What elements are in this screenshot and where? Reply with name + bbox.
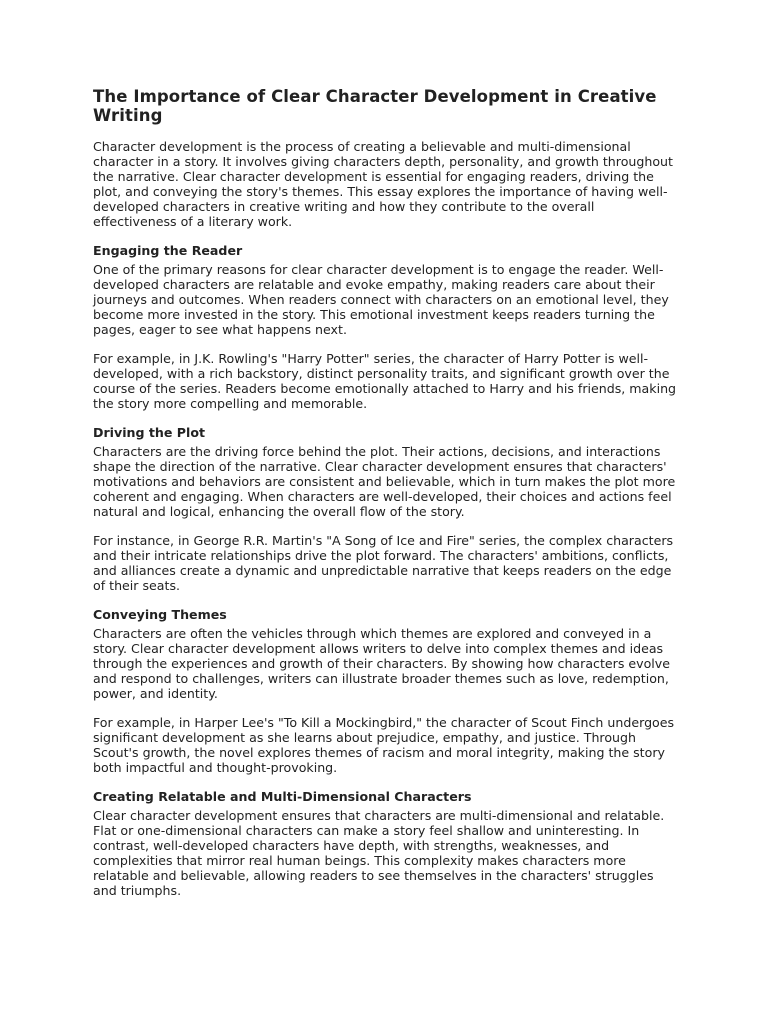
section-heading: Creating Relatable and Multi-Dimensional Characters [93,789,472,804]
intro-paragraph: Character development is the process of creating a believable and multi-dimensional character in a story. It involves giving characters depth, personality, and growth throughout the narrative. Clear character development is essential for engaging readers, driving the plot, and conveying the story's themes. This essay explores the importance of having well-developed characters in creative writing and how they contribute to the overall effectiveness of a literary work. [93,139,673,229]
document-page [93,87,678,912]
section-paragraph: Characters are the driving force behind the plot. Their actions, decisions, and interactions shape the direction of the narrative. Clear character development ensures that characters' motivations and behaviors are consistent and believable, which in turn makes the plot more coherent and engaging. When characters are well-developed, their choices and actions feel natural and logical, enhancing the overall flow of the story. [93,444,676,519]
section-heading: Conveying Themes [93,607,227,622]
section-engaging-the-reader [93,243,678,411]
section-paragraph: Characters are often the vehicles through which themes are explored and conveyed in a story. Clear character development allows writers to delve into complex themes and ideas through the experiences and growth of their characters. By showing how characters evolve and respond to challenges, writers can illustrate broader themes such as love, redemption, power, and identity. [93,626,670,701]
section-driving-the-plot [93,425,678,593]
page-title: The Importance of Clear Character Development in Creative Writing [93,87,657,125]
section-paragraph: For example, in Harper Lee's "To Kill a Mockingbird," the character of Scout Finch undergoes significant development as she learns about prejudice, empathy, and justice. Through Scout's growth, the novel explores themes of racism and moral integrity, making the story both impactful and thought-provoking. [93,715,675,775]
section-heading: Driving the Plot [93,425,206,440]
section-paragraph: For example, in J.K. Rowling's "Harry Potter" series, the character of Harry Potter is well-developed, with a rich backstory, distinct personality traits, and significant growth over the course of the series. Readers become emotionally attached to Harry and his friends, making the story more compelling and memorable. [93,351,677,411]
section-paragraph: For instance, in George R.R. Martin's "A Song of Ice and Fire" series, the complex characters and their intricate relationships drive the plot forward. The characters' ambitions, conflicts, and alliances create a dynamic and unpredictable narrative that keeps readers on the edge of their seats. [93,533,674,593]
section-paragraph: One of the primary reasons for clear character development is to engage the reader. Well-developed characters are relatable and evoke empathy, making readers care about their journeys and outcomes. When readers connect with characters on an emotional level, they become more invested in the story. This emotional investment keeps readers turning the pages, eager to see what happens next. [93,262,669,337]
section-heading: Engaging the Reader [93,243,243,258]
section-conveying-themes [93,607,678,775]
section-relatable-characters [93,789,678,898]
section-paragraph: Clear character development ensures that characters are multi-dimensional and relatable. Flat or one-dimensional characters can make a story feel shallow and uninteresting. In contrast, well-developed characters have depth, with strengths, weaknesses, and complexities that mirror real human beings. This complexity makes characters more relatable and believable, allowing readers to see themselves in the characters' struggles and triumphs. [93,808,665,898]
